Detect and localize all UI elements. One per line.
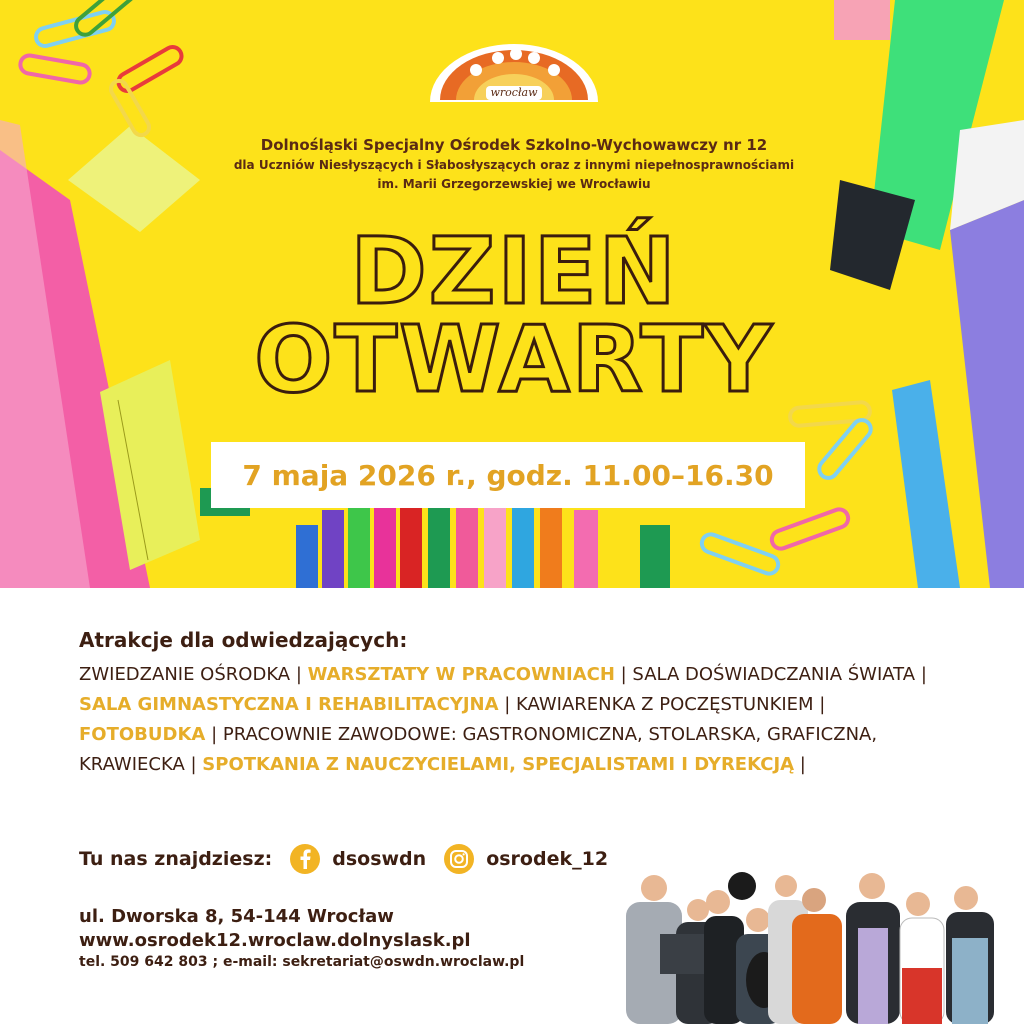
attraction-highlight: FOTOBUDKA [79, 724, 206, 745]
logo-text: wrocław [490, 86, 538, 99]
attraction-highlight: WARSZTATY W PRACOWNIACH [307, 664, 615, 685]
event-date-banner [211, 442, 805, 508]
attraction-text: | KAWIARENKA Z POCZĘSTUNKIEM | [498, 694, 826, 715]
person [946, 886, 994, 1024]
attraction-text: | PRACOWNIE ZAWODOWE: GASTRONOMICZNA, STOLARSKA, GRAFICZNA, KRAWIECKA | [79, 724, 878, 775]
eraser [834, 0, 890, 40]
person [846, 873, 900, 1024]
social-label: Tu nas znajdziesz: [79, 848, 273, 870]
facebook-handle[interactable]: dsoswdn [332, 848, 427, 870]
instagram-handle[interactable]: osrodek_12 [486, 848, 609, 870]
attractions-list [79, 660, 949, 780]
social-media-row [79, 842, 608, 876]
organization-patron: im. Marii Grzegorzewskiej we Wrocławiu [377, 177, 651, 191]
phone-email: tel. 509 642 803 ; e-mail: sekretariat@oswdn.wroclaw.pl [79, 954, 525, 970]
attraction-highlight: SALA GIMNASTYCZNA I REHABILITACYJNA [79, 694, 499, 715]
person [900, 892, 944, 1024]
attraction-text: | SALA DOŚWIADCZANIA ŚWIATA | [614, 664, 927, 685]
facebook-icon[interactable] [290, 844, 320, 874]
paper-clips [19, 0, 185, 138]
organization-subtitle: dla Uczniów Niesłyszących i Słabosłyszących oraz z innymi niepełnosprawnościami [233, 158, 795, 172]
instagram-icon[interactable] [444, 844, 474, 874]
address: ul. Dworska 8, 54-144 Wrocław [79, 906, 394, 927]
organization-name: Dolnośląski Specjalny Ośrodek Szkolno-Wychowawczy nr 12 [260, 136, 768, 154]
event-date-text: 7 maja 2026 r., godz. 11.00–16.30 [242, 458, 774, 492]
website-link[interactable]: www.osrodek12.wroclaw.dolnyslask.pl [79, 930, 471, 951]
students-photo [596, 868, 1024, 1024]
blue-marker [892, 380, 960, 588]
attraction-text: | [794, 754, 806, 775]
event-title-line1: DZIEŃ [350, 218, 678, 325]
attraction-highlight: SPOTKANIA Z NAUCZYCIELAMI, SPECJALISTAMI I DYREKCJĄ [202, 754, 795, 775]
attraction-text: ZWIEDZANIE OŚRODKA | [79, 664, 308, 685]
event-title-line2: OTWARTY [254, 306, 774, 413]
attractions-heading: Atrakcje dla odwiedzających: [79, 628, 408, 652]
purple-notebook [950, 200, 1024, 588]
